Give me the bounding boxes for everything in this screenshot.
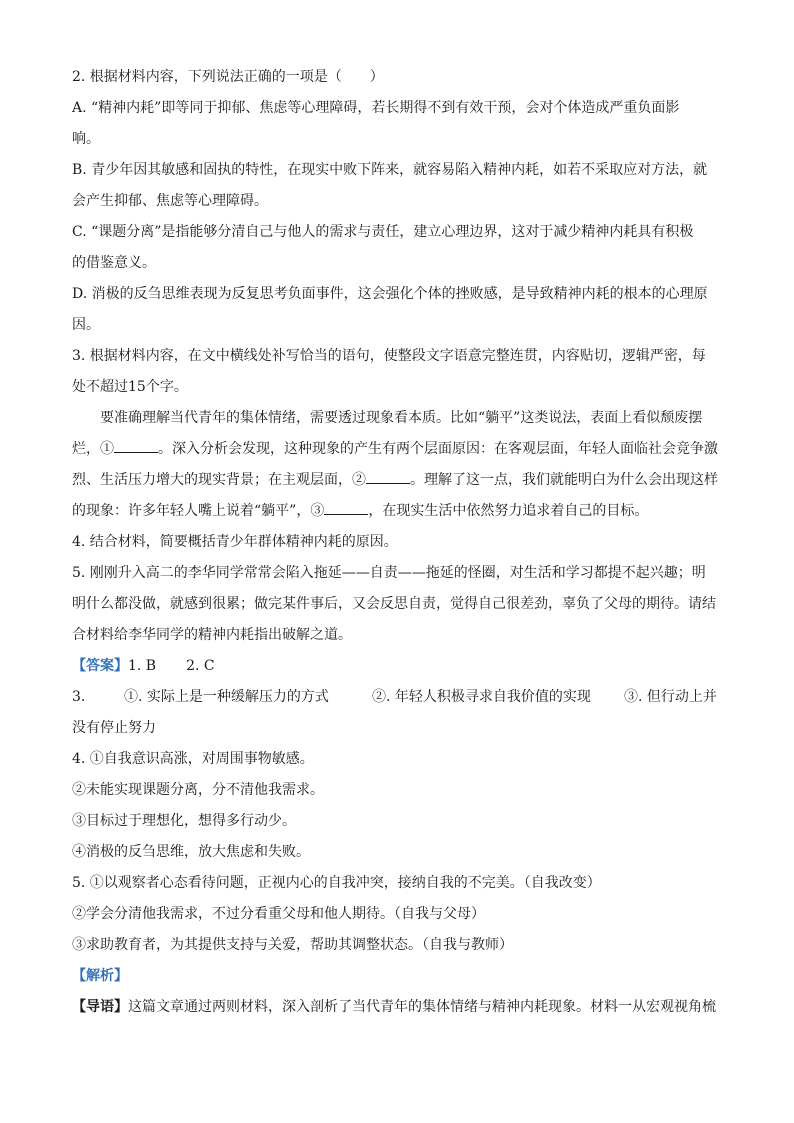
q2-option-d-line1: D. 消极的反刍思维表现为反复思考负面事件，这会强化个体的挫败感，是导致精神内耗的根本的心理原 [72,286,708,302]
answer-4-line3: ③目标过于理想化，想得多行动少。 [72,813,296,829]
q2-option-d-line2: 因。 [72,317,100,333]
q3-passage-line2-end: 。深入分析会发现，这种现象的产生有两个层面原因：在客观层面，年轻人面临社会竞争激 [158,441,718,457]
q3-passage-line2-start: 烂，① [72,441,114,457]
q3-passage-line2 [72,434,724,465]
answer-3-number: 3. [72,689,86,705]
fill-blank-3 [324,500,368,515]
document-content [72,62,724,1023]
guide-tag: 【导语】 [72,999,128,1015]
q2-option-b-line2: 会产生抑郁、焦虑等心理障碍。 [72,193,268,209]
q5-stem-line1: 5. 刚刚升入高二的李华同学常常会陷入拖延——自责——拖延的怪圈，对生活和学习都提不起兴趣；明 [72,565,706,581]
answer-3-item-3: ③. 但行动上并 [624,689,717,705]
q2-option-a-line2: 响。 [72,131,100,147]
answer-5-line3: ③求助教育者，为其提供支持与关爱，帮助其调整状态。（自我与教师） [72,937,513,953]
q3-passage-line4 [72,496,724,527]
answer-4-line2: ②未能实现课题分离，分不清他我需求。 [72,782,324,798]
answer-3-row [72,682,724,713]
q2-option-a-line1: A. “精神内耗”即等同于抑郁、焦虑等心理障碍，若长期得不到有效干预，会对个体造成严重负面影 [72,100,680,116]
q3-stem-line2: 处不超过15个字。 [72,379,188,395]
answer-1: 1. B [128,658,157,674]
fill-blank-1 [114,438,158,453]
q3-stem-line1: 3. 根据材料内容，在文中横线处补写恰当的语句，使整段文字语意完整连贯，内容贴切，逻辑严密，每 [72,348,706,364]
analysis-header [72,961,724,992]
q3-passage-line3-start: 烈、生活压力增大的现实背景；在主观层面，② [72,472,366,488]
answer-3-continuation: 没有停止努力 [72,720,156,736]
answer-5-line1: 5. ①以观察者心态看待问题，正视内心的自我冲突，接纳自我的不完美。（自我改变） [72,875,601,891]
q3-passage-line1: 要准确理解当代青年的集体情绪，需要透过现象看本质。比如“躺平”这类说法，表面上看似颓废摆 [100,410,703,426]
answer-tag: 【答案】 [72,658,128,674]
answer-3-item-1: ①. 实际上是一种缓解压力的方式 [124,689,329,705]
answer-4-line4: ④消极的反刍思维，放大焦虑和失败。 [72,844,310,860]
answer-header [72,651,724,682]
analysis-guide [72,992,724,1023]
q3-passage-line4-end: ，在现实生活中依然努力追求着自己的目标。 [368,503,649,519]
guide-text: 这篇文章通过两则材料，深入剖析了当代青年的集体情绪与精神内耗现象。材料一从宏观视角梳 [128,999,716,1015]
q3-passage-line3 [72,465,724,496]
q2-option-c-line1: C. “课题分离”是指能够分清自己与他人的需求与责任，建立心理边界，这对于减少精神内耗具有积极 [72,224,694,240]
fill-blank-2 [366,469,410,484]
q2-stem: 2. 根据材料内容，下列说法正确的一项是（ ） [72,69,384,85]
q3-passage-line4-start: 的现象：许多年轻人嘴上说着“躺平”，③ [72,503,325,519]
answer-5-line2: ②学会分清他我需求，不过分看重父母和他人期待。（自我与父母） [72,906,485,922]
q5-stem-line3: 合材料给李华同学的精神内耗指出破解之道。 [72,627,352,643]
answer-2: 2. C [186,658,215,674]
answer-3-item-2: ②. 年轻人积极寻求自我价值的实现 [372,689,591,705]
analysis-tag: 【解析】 [72,968,128,984]
q3-passage-line3-end: 。理解了这一点，我们就能明白为什么会出现这样 [410,472,718,488]
q2-option-b-line1: B. 青少年因其敏感和固执的特性，在现实中败下阵来，就容易陷入精神内耗，如若不采取应对方法，就 [72,162,708,178]
q2-option-c-line2: 的借鉴意义。 [72,255,156,271]
q5-stem-line2: 明什么都没做，就感到很累；做完某件事后，又会反思自责，觉得自己很差劲，辜负了父母的期待。请结 [72,596,716,612]
answer-4-line1: 4. ①自我意识高涨，对周围事物敏感。 [72,751,314,767]
q4-stem: 4. 结合材料，简要概括青少年群体精神内耗的原因。 [72,534,398,550]
